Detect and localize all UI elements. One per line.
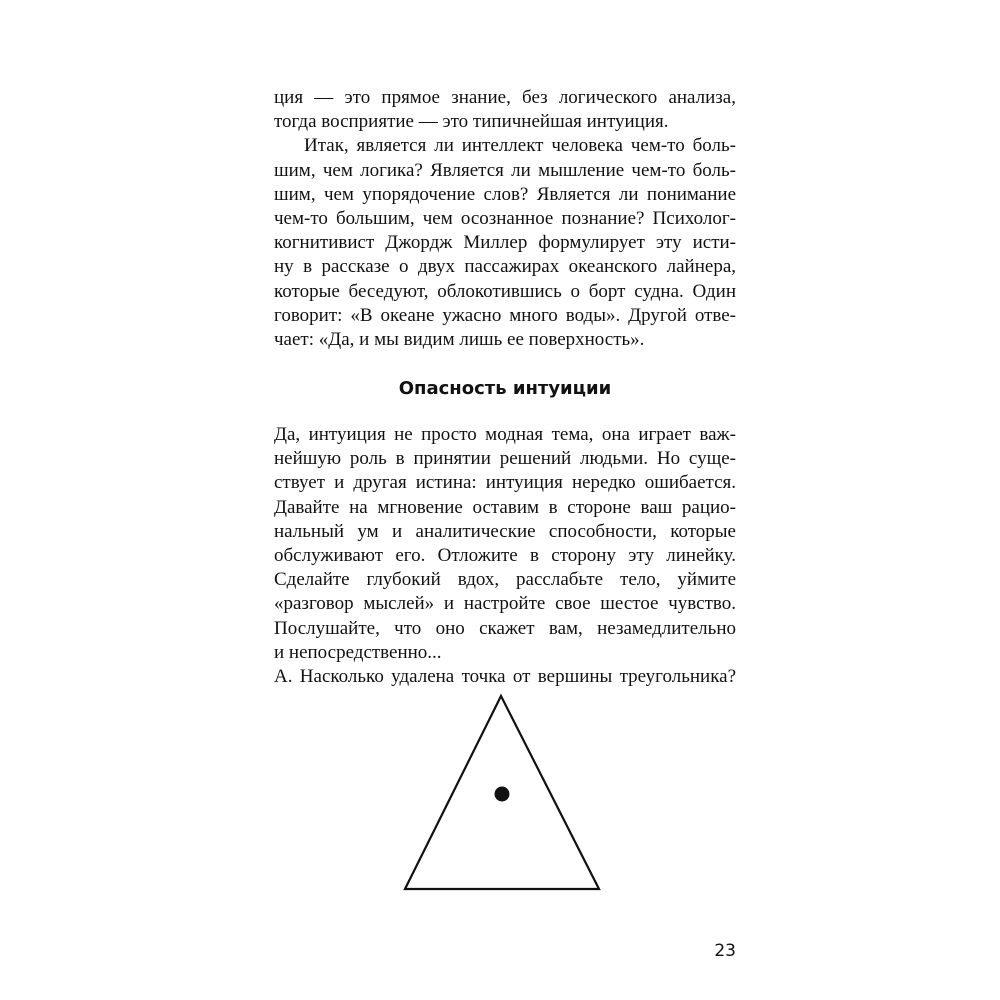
text-line: говорит: «В океане ужасно много воды». Другой отве- — [274, 304, 736, 326]
text-line: «разговор мыслей» и настройте свое шестое чувство. — [274, 593, 736, 615]
text-line: шим, чем упорядочение слов? Является ли понимание — [274, 183, 736, 205]
dot-marker — [495, 787, 510, 802]
text-line: и непосредственно... — [274, 641, 442, 663]
text-line: когнитивист Джордж Миллер формулирует эту исти- — [274, 232, 736, 254]
text-line: Давайте на мгновение оставим в стороне ваш рацио- — [274, 496, 736, 518]
text-line: Сделайте глубокий вдох, расслабьте тело, уймите — [274, 569, 736, 591]
text-line: которые беседуют, облокотившись о борт судна. Один — [274, 280, 736, 302]
text-line: Итак, является ли интеллект человека чем-то боль- — [304, 135, 736, 157]
text-line: Послушайте, что оно скажет вам, незамедлительно — [274, 617, 736, 639]
text-block-danger — [274, 423, 736, 689]
text-line: шим, чем логика? Является ли мышление чем-то боль- — [274, 159, 736, 181]
text-line: обслуживают его. Отложите в сторону эту линейку. — [274, 544, 736, 566]
text-line: тогда восприятие — это типичнейшая интуиция. — [274, 111, 669, 133]
text-line: ция — это прямое знание, без логического анализа, — [274, 87, 736, 108]
text-block-intro — [274, 86, 736, 352]
text-line: нейшую роль в принятии решений людьми. Но суще- — [274, 448, 736, 470]
triangle-figure — [400, 692, 606, 892]
text-line: Да, интуиция не просто модная тема, она играет важ- — [274, 424, 736, 445]
page-number: 23 — [714, 941, 736, 961]
text-line: нальный ум и аналитические способности, которые — [274, 520, 736, 542]
section-heading: Опасность интуиции — [398, 378, 612, 399]
text-line: А. Насколько удалена точка от вершины треугольника? — [274, 665, 736, 687]
text-line: чем-то большим, чем осознанное познание? Психолог- — [274, 207, 736, 229]
text-line: ствует и другая истина: интуиция нередко ошибается. — [274, 472, 736, 494]
text-line: чает: «Да, и мы видим лишь ее поверхность». — [274, 328, 645, 350]
text-line: ну в рассказе о двух пассажирах океанского лайнера, — [274, 256, 736, 278]
